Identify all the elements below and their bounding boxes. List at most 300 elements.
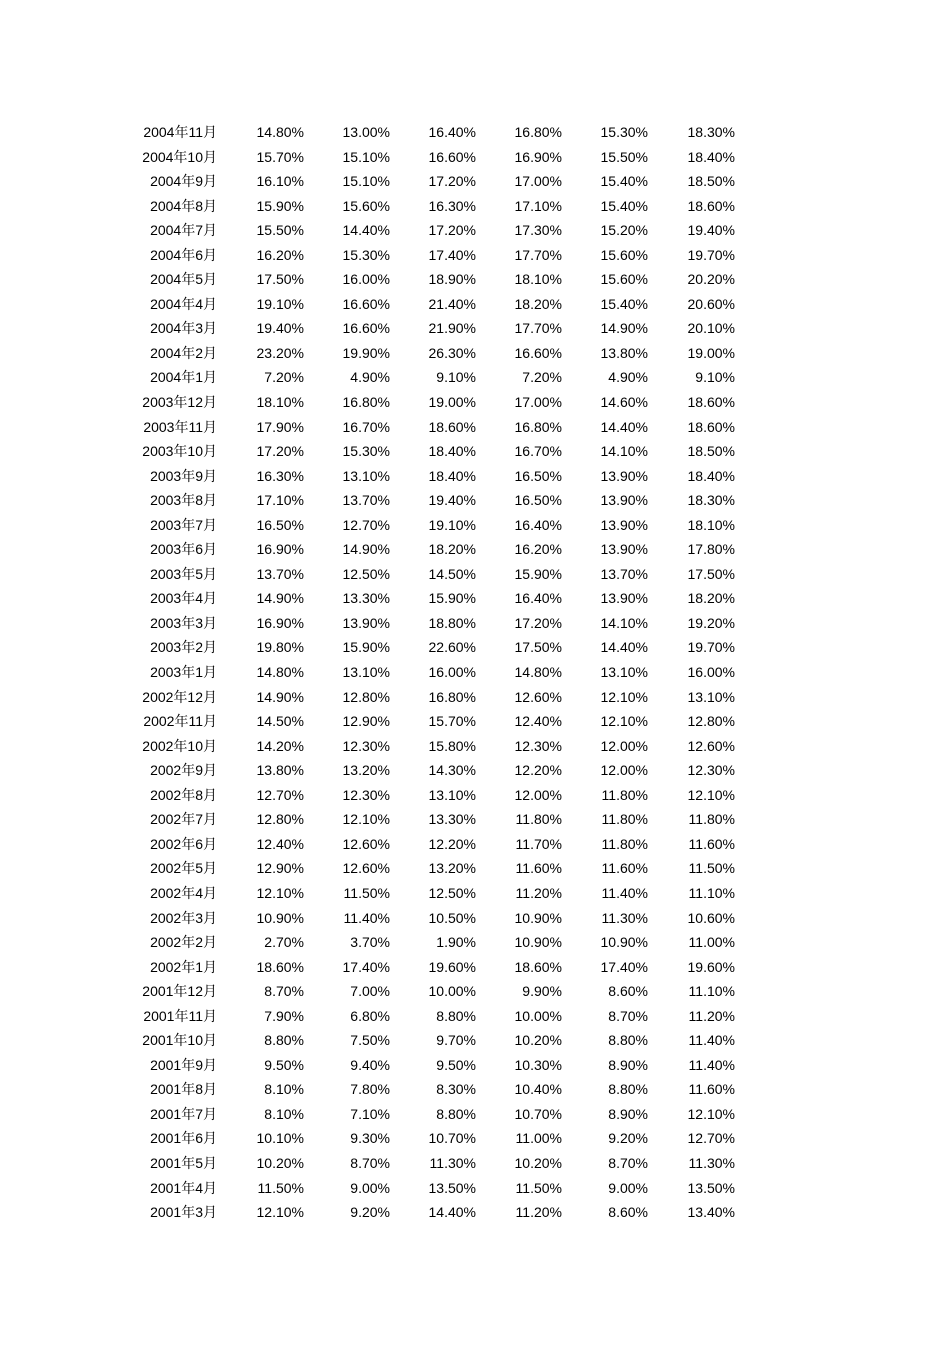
percent-cell: 13.90% [600,467,648,484]
percent-cell: 14.10% [600,614,648,631]
date-cell: 2001年4月 [150,1179,217,1196]
percent-cell: 17.20% [256,443,304,460]
percent-cell: 15.30% [342,246,390,263]
percent-cell: 16.50% [256,516,304,533]
table-row [0,267,950,292]
table-row [0,1102,950,1127]
table-row [0,562,950,587]
percent-cell: 12.50% [428,884,476,901]
percent-cell: 11.40% [601,884,648,901]
date-cell: 2002年6月 [150,835,217,852]
date-cell: 2001年5月 [150,1154,217,1171]
percent-cell: 18.50% [687,173,735,190]
percent-cell: 11.50% [688,860,735,877]
percent-cell: 14.40% [428,1204,476,1221]
table-row [0,145,950,170]
date-cell: 2001年11月 [143,1007,217,1024]
percent-cell: 14.50% [428,565,476,582]
percent-cell: 14.80% [514,664,562,681]
percent-cell: 10.90% [256,909,304,926]
percent-cell: 8.70% [264,983,304,1000]
table-row [0,758,950,783]
date-cell: 2003年9月 [150,467,217,484]
percent-cell: 12.60% [342,835,390,852]
table-row [0,709,950,734]
percent-cell: 18.40% [687,467,735,484]
table-row [0,1028,950,1053]
percent-cell: 13.00% [342,124,390,140]
percent-cell: 19.00% [428,394,476,411]
date-cell: 2001年7月 [150,1105,217,1122]
percent-cell: 16.80% [428,688,476,705]
percent-cell: 15.80% [428,737,476,754]
percent-cell: 16.80% [514,124,562,140]
percent-cell: 19.40% [256,320,304,337]
percent-cell: 18.60% [687,197,735,214]
date-cell: 2003年12月 [142,394,217,411]
percent-cell: 11.40% [343,909,390,926]
percent-cell: 20.20% [687,271,735,288]
percent-cell: 10.90% [600,934,648,951]
table-row [0,1053,950,1078]
percent-cell: 11.40% [688,1032,735,1049]
percent-cell: 13.90% [600,541,648,558]
percent-cell: 16.40% [514,590,562,607]
date-cell: 2002年7月 [150,811,217,828]
table-row [0,218,950,243]
percent-cell: 16.80% [514,418,562,435]
percent-cell: 23.20% [256,344,304,361]
percent-cell: 18.60% [687,394,735,411]
percent-cell: 10.20% [514,1154,562,1171]
percent-cell: 12.30% [342,737,390,754]
percent-cell: 16.40% [428,124,476,140]
date-cell: 2003年11月 [143,418,217,435]
percent-cell: 18.30% [687,492,735,509]
table-row [0,341,950,366]
percent-cell: 13.70% [600,565,648,582]
percent-cell: 9.30% [350,1130,390,1147]
percent-cell: 13.50% [428,1179,476,1196]
percent-cell: 14.90% [256,590,304,607]
percent-cell: 8.80% [436,1105,476,1122]
percent-cell: 11.80% [688,811,735,828]
percent-cell: 12.00% [600,762,648,779]
percent-cell: 12.10% [600,713,648,730]
percent-cell: 12.80% [687,713,735,730]
percent-cell: 15.90% [256,197,304,214]
percent-cell: 9.50% [436,1056,476,1073]
table-row [0,734,950,759]
percent-cell: 11.80% [601,835,648,852]
table-row [0,464,950,489]
table-row [0,194,950,219]
percent-cell: 15.60% [600,271,648,288]
percent-cell: 8.80% [264,1032,304,1049]
table-row [0,243,950,268]
percent-cell: 11.10% [688,983,735,1000]
percent-cell: 11.00% [515,1130,562,1147]
date-cell: 2002年5月 [150,860,217,877]
percent-cell: 11.30% [688,1154,735,1171]
date-cell: 2001年9月 [150,1056,217,1073]
date-cell: 2002年1月 [150,958,217,975]
percent-cell: 9.90% [522,983,562,1000]
percent-cell: 17.50% [514,639,562,656]
percent-cell: 16.30% [256,467,304,484]
percent-cell: 10.20% [256,1154,304,1171]
table-row [0,586,950,611]
percent-cell: 4.90% [608,369,648,386]
percent-cell: 11.20% [515,1204,562,1221]
percent-cell: 16.60% [428,148,476,165]
date-cell: 2004年4月 [150,295,217,312]
percent-cell: 19.00% [687,344,735,361]
percent-cell: 12.10% [342,811,390,828]
percent-cell: 16.80% [342,394,390,411]
table-row [0,660,950,685]
percent-cell: 12.40% [514,713,562,730]
percent-cell: 9.70% [436,1032,476,1049]
table-row [0,856,950,881]
percent-cell: 17.20% [428,222,476,239]
percent-cell: 8.70% [350,1154,390,1171]
date-cell: 2001年8月 [150,1081,217,1098]
percent-cell: 11.10% [688,884,735,901]
table-row [0,1077,950,1102]
percent-cell: 26.30% [428,344,476,361]
percent-cell: 15.90% [514,565,562,582]
percent-cell: 7.10% [350,1105,390,1122]
percent-cell: 12.60% [514,688,562,705]
percent-cell: 19.10% [256,295,304,312]
percent-cell: 11.60% [601,860,648,877]
date-cell: 2001年10月 [142,1032,217,1049]
table-row [0,390,950,415]
percent-cell: 16.70% [342,418,390,435]
percent-cell: 15.60% [600,246,648,263]
percent-cell: 13.10% [687,688,735,705]
date-cell: 2003年1月 [150,664,217,681]
percent-cell: 10.40% [514,1081,562,1098]
date-cell: 2004年7月 [150,222,217,239]
table-row [0,979,950,1004]
percent-cell: 15.10% [342,173,390,190]
percent-cell: 18.30% [687,124,735,140]
percent-cell: 13.80% [600,344,648,361]
date-cell: 2003年6月 [150,541,217,558]
percent-cell: 12.60% [687,737,735,754]
percent-cell: 4.90% [350,369,390,386]
date-cell: 2003年8月 [150,492,217,509]
table-row [0,807,950,832]
percent-cell: 15.90% [428,590,476,607]
percent-cell: 10.90% [514,909,562,926]
percent-cell: 18.10% [256,394,304,411]
percent-cell: 15.50% [600,148,648,165]
percent-cell: 17.20% [514,614,562,631]
percent-cell: 15.40% [600,197,648,214]
percent-cell: 17.50% [687,565,735,582]
percent-cell: 16.60% [514,344,562,361]
percent-cell: 16.60% [342,295,390,312]
percent-cell: 16.20% [256,246,304,263]
percent-cell: 15.40% [600,173,648,190]
percent-cell: 8.60% [608,1204,648,1221]
percent-cell: 13.90% [600,516,648,533]
percent-cell: 13.10% [428,786,476,803]
percent-cell: 12.70% [342,516,390,533]
table-row [0,906,950,931]
percent-cell: 12.50% [342,565,390,582]
percent-cell: 11.50% [257,1179,304,1196]
percent-cell: 12.30% [514,737,562,754]
percent-cell: 15.60% [342,197,390,214]
date-cell: 2004年11月 [143,124,217,140]
data-table [0,120,950,1225]
percent-cell: 14.80% [256,124,304,140]
percent-cell: 19.40% [428,492,476,509]
percent-cell: 11.80% [515,811,562,828]
table-row [0,169,950,194]
percent-cell: 8.80% [608,1032,648,1049]
percent-cell: 16.00% [342,271,390,288]
percent-cell: 22.60% [428,639,476,656]
table-row [0,1200,950,1225]
table-row [0,783,950,808]
percent-cell: 13.90% [600,590,648,607]
percent-cell: 13.90% [600,492,648,509]
percent-cell: 17.70% [514,246,562,263]
percent-cell: 12.40% [256,835,304,852]
percent-cell: 8.70% [608,1154,648,1171]
percent-cell: 12.70% [687,1130,735,1147]
percent-cell: 13.20% [428,860,476,877]
percent-cell: 11.60% [515,860,562,877]
table-row [0,955,950,980]
percent-cell: 14.40% [342,222,390,239]
percent-cell: 15.90% [342,639,390,656]
date-cell: 2004年2月 [150,344,217,361]
date-cell: 2003年5月 [150,565,217,582]
table-row [0,881,950,906]
percent-cell: 12.30% [342,786,390,803]
table-row [0,513,950,538]
percent-cell: 13.70% [342,492,390,509]
percent-cell: 15.50% [256,222,304,239]
percent-cell: 10.70% [428,1130,476,1147]
percent-cell: 17.40% [428,246,476,263]
percent-cell: 16.10% [256,173,304,190]
percent-cell: 19.40% [687,222,735,239]
percent-cell: 11.50% [343,884,390,901]
percent-cell: 17.00% [514,394,562,411]
percent-cell: 12.80% [256,811,304,828]
table-row [0,635,950,660]
percent-cell: 3.70% [350,934,390,951]
date-cell: 2002年11月 [143,713,217,730]
percent-cell: 18.80% [428,614,476,631]
percent-cell: 7.20% [264,369,304,386]
percent-cell: 15.20% [600,222,648,239]
percent-cell: 13.30% [342,590,390,607]
percent-cell: 9.10% [436,369,476,386]
percent-cell: 11.20% [688,1007,735,1024]
percent-cell: 14.80% [256,664,304,681]
date-cell: 2003年7月 [150,516,217,533]
percent-cell: 9.40% [350,1056,390,1073]
percent-cell: 18.50% [687,443,735,460]
percent-cell: 15.30% [342,443,390,460]
percent-cell: 15.70% [428,713,476,730]
percent-cell: 16.60% [342,320,390,337]
table-row [0,1004,950,1029]
percent-cell: 17.10% [256,492,304,509]
table-row [0,930,950,955]
percent-cell: 7.80% [350,1081,390,1098]
percent-cell: 10.70% [514,1105,562,1122]
percent-cell: 20.60% [687,295,735,312]
table-row [0,415,950,440]
percent-cell: 13.30% [428,811,476,828]
percent-cell: 13.10% [600,664,648,681]
percent-cell: 8.30% [436,1081,476,1098]
percent-cell: 16.40% [514,516,562,533]
percent-cell: 13.20% [342,762,390,779]
percent-cell: 11.60% [688,835,735,852]
percent-cell: 18.60% [256,958,304,975]
date-cell: 2004年5月 [150,271,217,288]
date-cell: 2002年8月 [150,786,217,803]
percent-cell: 12.10% [687,786,735,803]
percent-cell: 18.20% [687,590,735,607]
percent-cell: 12.90% [342,713,390,730]
percent-cell: 13.10% [342,467,390,484]
percent-cell: 13.90% [342,614,390,631]
percent-cell: 21.90% [428,320,476,337]
percent-cell: 18.10% [514,271,562,288]
percent-cell: 18.60% [687,418,735,435]
percent-cell: 18.60% [428,418,476,435]
percent-cell: 16.50% [514,467,562,484]
percent-cell: 19.60% [428,958,476,975]
table-row [0,685,950,710]
percent-cell: 16.50% [514,492,562,509]
percent-cell: 11.40% [688,1056,735,1073]
percent-cell: 12.10% [600,688,648,705]
percent-cell: 17.40% [342,958,390,975]
date-cell: 2003年3月 [150,614,217,631]
percent-cell: 18.20% [514,295,562,312]
percent-cell: 12.20% [428,835,476,852]
percent-cell: 18.90% [428,271,476,288]
percent-cell: 12.70% [256,786,304,803]
table-row [0,832,950,857]
percent-cell: 8.60% [608,983,648,1000]
percent-cell: 16.00% [687,664,735,681]
percent-cell: 9.20% [350,1204,390,1221]
percent-cell: 16.20% [514,541,562,558]
percent-cell: 14.20% [256,737,304,754]
percent-cell: 11.50% [515,1179,562,1196]
percent-cell: 11.30% [429,1154,476,1171]
percent-cell: 12.30% [687,762,735,779]
percent-cell: 19.20% [687,614,735,631]
date-cell: 2002年2月 [150,934,217,951]
percent-cell: 12.00% [514,786,562,803]
percent-cell: 19.60% [687,958,735,975]
date-cell: 2002年4月 [150,884,217,901]
percent-cell: 14.60% [600,394,648,411]
percent-cell: 10.00% [428,983,476,1000]
date-cell: 2004年6月 [150,246,217,263]
percent-cell: 10.00% [514,1007,562,1024]
percent-cell: 19.90% [342,344,390,361]
percent-cell: 13.10% [342,664,390,681]
date-cell: 2002年9月 [150,762,217,779]
percent-cell: 15.40% [600,295,648,312]
percent-cell: 16.70% [514,443,562,460]
date-cell: 2003年2月 [150,639,217,656]
percent-cell: 2.70% [264,934,304,951]
percent-cell: 21.40% [428,295,476,312]
percent-cell: 14.40% [600,639,648,656]
percent-cell: 8.10% [264,1105,304,1122]
percent-cell: 10.50% [428,909,476,926]
percent-cell: 8.90% [608,1105,648,1122]
percent-cell: 17.90% [256,418,304,435]
table-row [0,488,950,513]
percent-cell: 11.80% [601,786,648,803]
percent-cell: 8.70% [608,1007,648,1024]
percent-cell: 19.70% [687,246,735,263]
percent-cell: 12.60% [342,860,390,877]
percent-cell: 18.10% [687,516,735,533]
percent-cell: 7.20% [522,369,562,386]
date-cell: 2002年12月 [142,688,217,705]
percent-cell: 12.10% [256,1204,304,1221]
percent-cell: 16.90% [256,541,304,558]
percent-cell: 11.30% [601,909,648,926]
percent-cell: 18.20% [428,541,476,558]
percent-cell: 16.90% [514,148,562,165]
percent-cell: 17.70% [514,320,562,337]
percent-cell: 6.80% [350,1007,390,1024]
date-cell: 2002年3月 [150,909,217,926]
percent-cell: 14.90% [256,688,304,705]
percent-cell: 16.30% [428,197,476,214]
percent-cell: 10.10% [256,1130,304,1147]
percent-cell: 16.00% [428,664,476,681]
percent-cell: 11.60% [688,1081,735,1098]
percent-cell: 15.70% [256,148,304,165]
table-row [0,292,950,317]
percent-cell: 10.30% [514,1056,562,1073]
percent-cell: 14.40% [600,418,648,435]
percent-cell: 9.20% [608,1130,648,1147]
percent-cell: 15.10% [342,148,390,165]
percent-cell: 18.40% [428,443,476,460]
percent-cell: 9.10% [695,369,735,386]
percent-cell: 17.40% [600,958,648,975]
table-row [0,611,950,636]
table-row [0,316,950,341]
date-cell: 2001年3月 [150,1204,217,1221]
percent-cell: 14.30% [428,762,476,779]
date-cell: 2002年10月 [142,737,217,754]
percent-cell: 12.80% [342,688,390,705]
date-cell: 2004年3月 [150,320,217,337]
